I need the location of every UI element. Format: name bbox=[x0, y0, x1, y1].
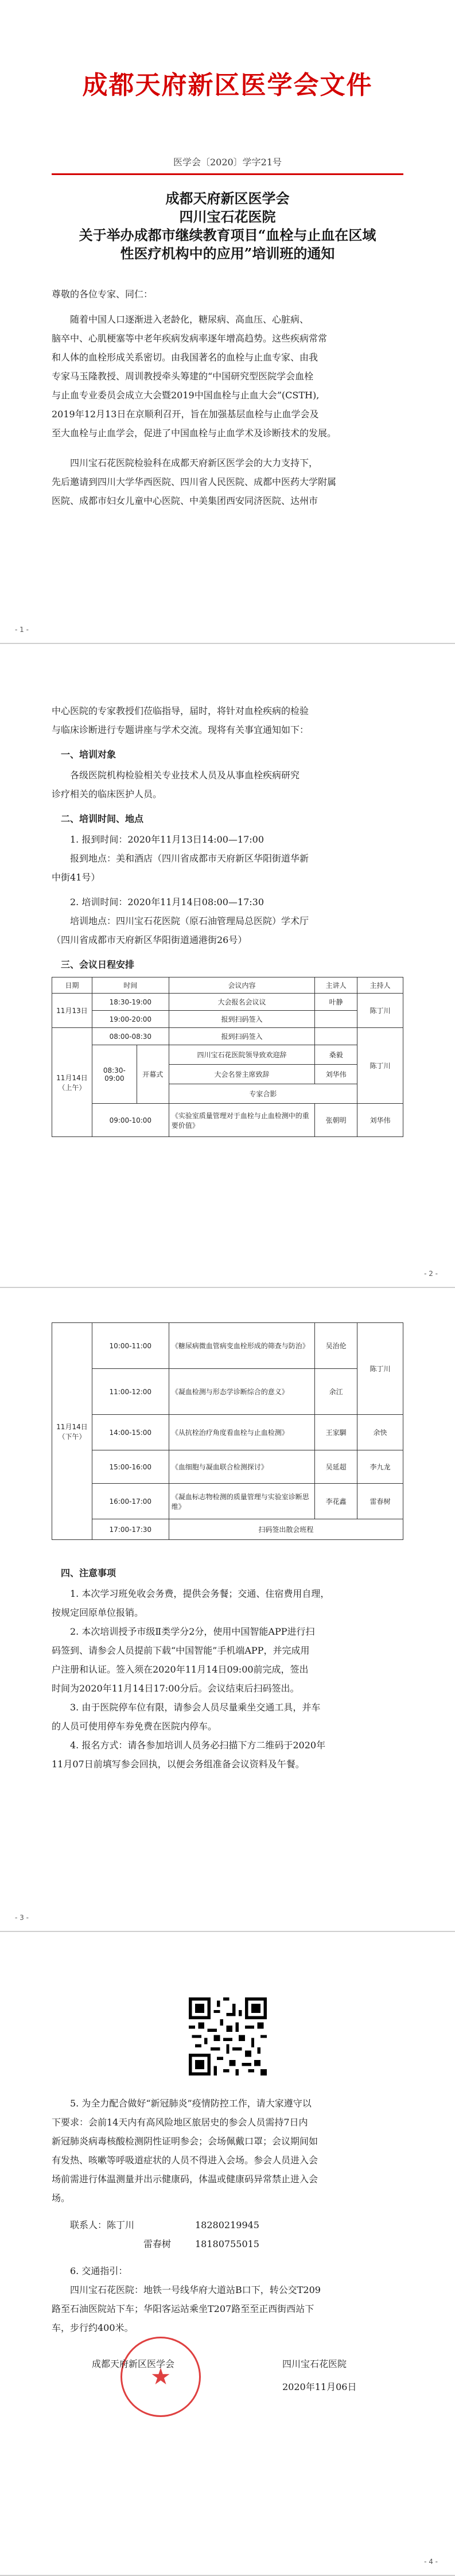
table-row bbox=[52, 1104, 403, 1137]
table-row bbox=[52, 1323, 403, 1369]
table-row bbox=[52, 994, 403, 1011]
schedule-table-morning bbox=[52, 977, 403, 1137]
speaker-cell: 刘华伟 bbox=[315, 1065, 357, 1084]
list-item: 按规定回原单位报销。 bbox=[52, 1607, 144, 1618]
topic-cell: 扫码签出散会班程 bbox=[169, 1519, 403, 1540]
topic-cell: 大会名誉主席致辞 bbox=[169, 1065, 314, 1084]
signing-date: 2020年11月06日 bbox=[282, 2381, 357, 2392]
list-item: 3. 由于医院停车位有限，请参会人员尽量乘坐交通工具，并车 bbox=[70, 1702, 321, 1713]
paragraph-line: 和人体的血栓形成关系密切。由我国著名的血栓与止血专家、由我 bbox=[52, 352, 318, 363]
list-item: 2. 本次培训授予市级Ⅱ类学分2分，使用中国智能APP进行扫 bbox=[70, 1626, 315, 1637]
speaker-cell bbox=[315, 1028, 357, 1045]
paragraph-line: 脑卒中、心肌梗塞等中老年疾病发病率逐年增高趋势。这些疾病常常 bbox=[52, 333, 328, 344]
topic-cell: 大会报名会议议 bbox=[169, 994, 314, 1011]
table-row bbox=[52, 1369, 403, 1415]
list-item: 1. 本次学习班免收会务费，提供会务餐；交通、住宿费用自理， bbox=[70, 1588, 330, 1599]
signer-right: 四川宝石花医院 bbox=[282, 2358, 347, 2369]
contact-person-2: 雷春树 bbox=[143, 2239, 172, 2249]
time-cell: 14:00-15:00 bbox=[92, 1415, 169, 1450]
list-item: 1. 报到时间：2020年11月13日14:00—17:00 bbox=[70, 834, 265, 845]
host-cell: 余快 bbox=[357, 1415, 403, 1450]
list-item: 培训地点：四川宝石花医院（原石油管理局总医院）学术厅 bbox=[70, 915, 309, 926]
topic-cell: 报到扫码签入 bbox=[169, 1011, 314, 1028]
page-number: - 3 - bbox=[15, 1914, 29, 1922]
page-4 bbox=[0, 1932, 455, 2576]
page-number: - 2 - bbox=[424, 1270, 438, 1278]
list-item: （四川省成都市天府新区华阳街道通港街26号） bbox=[52, 934, 247, 945]
speaker-cell: 李花鑫 bbox=[315, 1484, 357, 1519]
signer-left: 成都天府新区医学会 bbox=[92, 2358, 175, 2369]
paragraph-line: 各级医院机构检验相关专业技术人员及从事血栓疾病研究 bbox=[70, 770, 300, 781]
section-heading: 三、会议日程安排 bbox=[61, 959, 135, 970]
topic-cell: 《糖尿病微血管病变血栓形成的筛查与防治》 bbox=[169, 1323, 315, 1369]
header-cell: 日期 bbox=[52, 977, 92, 994]
table-row bbox=[52, 1011, 403, 1028]
notice-title-line-3: 关于举办成都市继续教育项目“血栓与止血在区域 bbox=[79, 227, 376, 243]
list-item: 时间为2020年11月14日17:00分后。会议结束后扫码签出。 bbox=[52, 1683, 300, 1694]
list-item: 的人员可使用停车券免费在医院内停车。 bbox=[52, 1721, 217, 1732]
paragraph-line: 2019年12月13日在京顺利召开，旨在加强基层血栓与止血学会及 bbox=[52, 409, 319, 420]
speaker-cell bbox=[315, 1011, 357, 1028]
list-item: 户注册和认证。签入须在2020年11月14日09:00前完成，签出 bbox=[52, 1664, 309, 1675]
list-item: 场前需进行体温测量并出示健康码，体温或健康码异常禁止进入会 bbox=[52, 2174, 318, 2185]
section-heading: 二、培训时间、地点 bbox=[61, 813, 144, 824]
page-number: - 4 - bbox=[424, 2558, 438, 2566]
host-cell: 陈丁川 bbox=[357, 994, 403, 1028]
page-number: - 1 - bbox=[15, 626, 29, 634]
document-number: 医学会〔2020〕学字21号 bbox=[173, 157, 282, 168]
time-cell: 15:00-16:00 bbox=[92, 1450, 169, 1484]
paragraph-line: 与临床诊断进行专题讲座与学术交流。现将有关事宜通知如下： bbox=[52, 724, 309, 735]
list-item: 报到地点：美和酒店（四川省成都市天府新区华阳街道华新 bbox=[70, 853, 309, 864]
paragraph-line: 车，步行约400米。 bbox=[52, 2322, 134, 2333]
table-header-row bbox=[52, 977, 403, 994]
table-row bbox=[52, 1519, 403, 1540]
paragraph-line: 四川宝石花医院检验科在成都天府新区医学会的大力支持下， bbox=[70, 457, 318, 468]
paragraph-line: 医院、成都市妇女儿童中心医院、中美集团西安同济医院、达州市 bbox=[52, 495, 318, 506]
paragraph-line: 专家马玉隆教授、周训教授牵头筹建的“中国研究型医院学会血栓 bbox=[52, 371, 314, 382]
date-cell: 11月13日 bbox=[52, 994, 92, 1028]
list-item: 下要求：会前14天内有高风险地区旅居史的参会人员需持7日内 bbox=[52, 2117, 308, 2128]
paragraph-line: 中心医院的专家教授们莅临指导，届时，将针对血栓疾病的检验 bbox=[52, 705, 309, 716]
time-cell: 10:00-11:00 bbox=[92, 1323, 169, 1369]
speaker-cell: 吴治伦 bbox=[315, 1323, 357, 1369]
topic-cell: 《凝血检测与形态学诊断综合的意义》 bbox=[169, 1369, 315, 1415]
paragraph-line: 四川宝石花医院：地铁一号线华府大道站B口下，转公交T209 bbox=[70, 2284, 321, 2295]
paragraph-line: 先后邀请到四川大学华西医院、四川省人民医院、成都中医药大学附属 bbox=[52, 476, 337, 487]
official-seal-stamp bbox=[120, 2337, 201, 2417]
registration-qr-code[interactable] bbox=[189, 1997, 267, 2075]
host-cell: 雷春树 bbox=[357, 1484, 403, 1519]
paragraph-line: 路至石油医院站下车；华阳客运站乘坐T207路至至正西街西站下 bbox=[52, 2303, 314, 2314]
paragraph-line: 与止血专业委员会成立大会暨2019中国血栓与止血大会”(CSTH), bbox=[52, 390, 320, 401]
page-1 bbox=[0, 0, 455, 644]
host-cell: 刘华伟 bbox=[357, 1104, 403, 1137]
topic-cell: 专家合影 bbox=[169, 1084, 357, 1104]
paragraph-line: 至大血栓与止血学会，促进了中国血栓与止血学术及诊断技术的发展。 bbox=[52, 428, 337, 439]
time-cell: 16:00-17:00 bbox=[92, 1484, 169, 1519]
speaker-cell: 桑毅 bbox=[315, 1045, 357, 1065]
topic-cell: 《凝血标志物检测的质量管理与实验室诊断思维》 bbox=[169, 1484, 315, 1519]
header-cell: 主持人 bbox=[357, 977, 403, 994]
page-2 bbox=[0, 644, 455, 1288]
topic-cell: 《从抗栓治疗角度看血栓与止血检测》 bbox=[169, 1415, 315, 1450]
host-cell: 陈丁川 bbox=[357, 1323, 403, 1415]
topic-cell: 《血细胞与凝血联合检测探讨》 bbox=[169, 1450, 315, 1484]
list-item: 有发热、咳嗽等呼吸道症状的人员不得进入会场。参会人员进入会 bbox=[52, 2155, 318, 2166]
session-cell: 开幕式 bbox=[137, 1045, 169, 1104]
time-cell: 18:30-19:00 bbox=[92, 994, 169, 1011]
speaker-cell: 王家騆 bbox=[315, 1415, 357, 1450]
header-cell: 时间 bbox=[92, 977, 169, 994]
table-row bbox=[52, 1028, 403, 1045]
list-item: 5. 为全力配合做好“新冠肺炎”疫情防控工作，请大家遵守以 bbox=[70, 2098, 312, 2109]
host-cell: 李九龙 bbox=[357, 1450, 403, 1484]
list-item: 场。 bbox=[52, 2193, 71, 2203]
section-heading: 一、培训对象 bbox=[61, 749, 116, 760]
speaker-cell: 叶静 bbox=[315, 994, 357, 1011]
section-heading: 6. 交通指引： bbox=[70, 2265, 128, 2276]
header-cell: 会议内容 bbox=[169, 977, 314, 994]
table-row bbox=[52, 1045, 403, 1065]
section-heading: 四、注意事项 bbox=[61, 1568, 116, 1578]
schedule-table-continued bbox=[52, 1322, 403, 1540]
time-cell: 11:00-12:00 bbox=[92, 1369, 169, 1415]
contact-phone-2: 18180755015 bbox=[195, 2239, 259, 2249]
list-item: 4. 报名方式：请各参加培训人员务必扫描下方二维码于2020年 bbox=[70, 1740, 326, 1751]
table-row bbox=[52, 1450, 403, 1484]
topic-cell: 四川宝石花医院领导致欢迎辞 bbox=[169, 1045, 314, 1065]
speaker-cell: 张朝明 bbox=[315, 1104, 357, 1137]
paragraph-line: 诊疗相关的临床医护人员。 bbox=[52, 789, 162, 800]
topic-cell: 《实验室质量管理对于血栓与止血检测中的重要价值》 bbox=[169, 1104, 314, 1137]
table-row bbox=[52, 1415, 403, 1450]
list-item: 码签到、请参会人员提前下载“中国智能”手机端APP，并完成用 bbox=[52, 1645, 310, 1656]
document-header-title: 成都天府新区医学会文件 bbox=[82, 71, 373, 100]
paragraph-line: 随着中国人口逐渐进入老龄化，糖尿病、高血压、心脏病、 bbox=[70, 314, 309, 325]
time-cell: 09:00-10:00 bbox=[92, 1104, 169, 1137]
topic-cell: 报到扫码签入 bbox=[169, 1028, 314, 1045]
date-cell: 11月14日（上午） bbox=[52, 1028, 92, 1137]
contact-person-1: 联系人：陈丁川 bbox=[70, 2220, 135, 2230]
list-item: 中街41号） bbox=[52, 872, 100, 883]
notice-title-line-2: 四川宝石花医院 bbox=[179, 208, 276, 225]
time-cell: 08:30-09:00 bbox=[92, 1045, 137, 1104]
notice-title-line-4: 性医疗机构中的应用”培训班的通知 bbox=[120, 245, 335, 262]
seal-star-icon: ★ bbox=[150, 2364, 171, 2390]
table-row bbox=[52, 1484, 403, 1519]
list-item: 2. 培训时间：2020年11月14日08:00—17:30 bbox=[70, 897, 265, 907]
speaker-cell: 余江 bbox=[315, 1369, 357, 1415]
time-cell: 08:00-08:30 bbox=[92, 1028, 169, 1045]
contact-phone-1: 18280219945 bbox=[195, 2220, 259, 2230]
list-item: 11月07日前填写参会回执，以便会务组准备会议资料及午餐。 bbox=[52, 1759, 305, 1770]
date-cell: 11月14日（下午） bbox=[52, 1323, 92, 1540]
notice-title-line-1: 成都天府新区医学会 bbox=[165, 190, 290, 207]
speaker-cell: 吴延超 bbox=[315, 1450, 357, 1484]
red-divider-line bbox=[52, 173, 403, 175]
page-3 bbox=[0, 1288, 455, 1932]
time-cell: 19:00-20:00 bbox=[92, 1011, 169, 1028]
header-cell: 主讲人 bbox=[315, 977, 357, 994]
host-cell: 陈丁川 bbox=[357, 1028, 403, 1104]
salutation: 尊敬的各位专家、同仁： bbox=[52, 289, 153, 300]
time-cell: 17:00-17:30 bbox=[92, 1519, 169, 1540]
list-item: 新冠肺炎病毒核酸检测阴性证明参会；会场佩戴口罩；会议期间如 bbox=[52, 2136, 318, 2147]
